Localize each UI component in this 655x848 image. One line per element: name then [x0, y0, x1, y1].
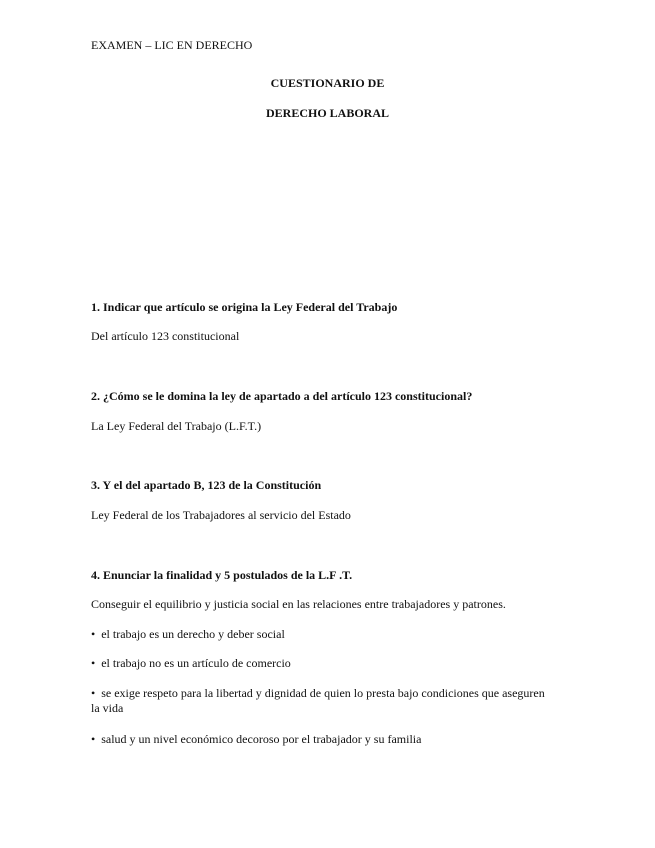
bullet-icon: •	[91, 686, 96, 700]
exam-header: EXAMEN – LIC EN DERECHO	[91, 38, 253, 52]
question-1: 1. Indicar que artículo se origina la Ley Federal del Trabajo	[91, 300, 398, 314]
bullet-item	[91, 627, 285, 642]
bullet-icon: •	[91, 732, 96, 746]
bullet-text: se exige respeto para la libertad y dignidad de quien lo presta bajo condiciones que aseguren la vida	[91, 686, 545, 715]
question-3: 3. Y el del apartado B, 123 de la Constitución	[91, 478, 322, 492]
bullet-text: el trabajo es un derecho y deber social	[101, 627, 285, 641]
bullet-item	[91, 656, 291, 671]
bullet-text: el trabajo no es un artículo de comercio	[101, 656, 291, 670]
document-title-line-2: DERECHO LABORAL	[265, 106, 390, 120]
bullet-item	[91, 732, 421, 747]
question-4: 4. Enunciar la finalidad y 5 postulados de la L.F .T.	[91, 568, 353, 582]
bullet-text: salud y un nivel económico decoroso por el trabajador y su familia	[101, 732, 422, 746]
document-title-line-1: CUESTIONARIO DE	[270, 76, 385, 90]
bullet-item	[91, 686, 551, 716]
answer-1: Del artículo 123 constitucional	[91, 329, 240, 343]
bullet-icon: •	[91, 656, 96, 670]
answer-4: Conseguir el equilibrio y justicia social en las relaciones entre trabajadores y patrones.	[91, 597, 506, 611]
answer-3: Ley Federal de los Trabajadores al servicio del Estado	[91, 508, 351, 522]
answer-2: La Ley Federal del Trabajo (L.F.T.)	[91, 419, 262, 433]
bullet-icon: •	[91, 627, 96, 641]
question-2: 2. ¿Cómo se le domina la ley de apartado a del artículo 123 constitucional?	[91, 389, 473, 403]
